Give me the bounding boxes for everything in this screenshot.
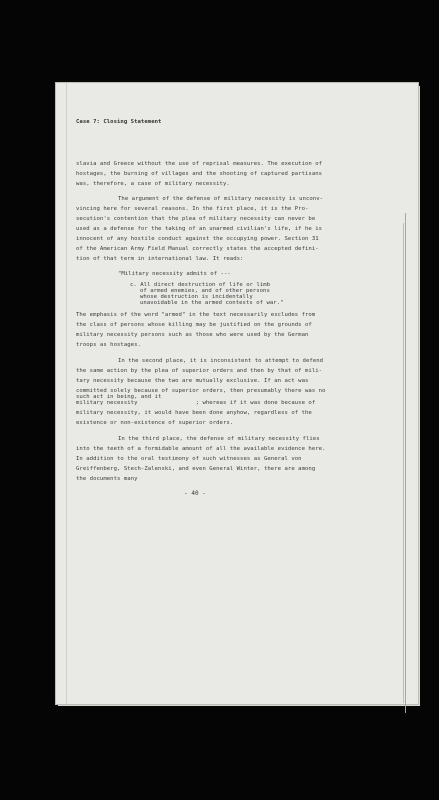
page-edge-line-2	[403, 223, 404, 703]
text-line: tary necessity because the two are mutually exclusive. If an act was	[76, 378, 309, 384]
text-line: slavia and Greece without the use of reprisal measures. The execution of	[76, 161, 323, 167]
text-line: existence or non-existence of superior orders.	[76, 420, 234, 426]
page-edge-line	[405, 213, 406, 713]
text-line: In addition to the oral testimony of such witnesses as General von	[76, 456, 302, 462]
quote-line: c. All direct destruction of life or limb	[130, 282, 271, 288]
text-line: committed solely because of superior orders, then presumably there was no	[76, 388, 326, 394]
text-line: The argument of the defense of military necessity is unconv-	[118, 196, 324, 202]
text-line: vincing here for several reasons. In the first place, it is the Pro-	[76, 206, 309, 212]
text-line: In the third place, the defense of military necessity flies	[118, 436, 320, 442]
text-line: hostages, the burning of villages and the shooting of captured partisans	[76, 171, 323, 177]
text-line: of the American Army Field Manual correctly states the accepted defini-	[76, 246, 319, 252]
page-fold-line	[66, 83, 67, 704]
text-line: such act in being, and it	[76, 394, 162, 400]
text-line: the documents many	[76, 476, 138, 482]
page-number: - 40 -	[184, 490, 206, 497]
page-header: Case 7: Closing Statement	[76, 119, 162, 125]
text-line: innocent of any hostile conduct against the occupying power. Section 31	[76, 236, 319, 242]
text-line: into the teeth of a formidable amount of all the available evidence here.	[76, 446, 326, 452]
quote-line: of armed enemies, and of other persons	[140, 288, 270, 294]
text-line: The emphasis of the word "armed" in the text necessarily excludes from	[76, 312, 316, 318]
text-line: secution's contention that the plea of military necessity can never be	[76, 216, 316, 222]
text-line: Greiffenberg, Stech-Zalenski, and even General Winter, there are among	[76, 466, 316, 472]
text-line: the class of persons whose killing may be justified on the grounds of	[76, 322, 312, 328]
quote-line: unavoidable in the armed contests of war."	[140, 300, 284, 306]
quote-line: whose destruction is incidentally	[140, 294, 253, 300]
text-line: troops as hostages.	[76, 342, 141, 348]
text-line: was, therefore, a case of military necessity.	[76, 181, 230, 187]
text-line: tion of that term in international law. It reads:	[76, 256, 244, 262]
text-line: used as a defense for the taking of an unarmed civilian's life, if he is	[76, 226, 323, 232]
text-line: In the second place, it is inconsistent to attempt to defend	[118, 358, 324, 364]
quote-line: "Military necessity admits of ---	[118, 271, 231, 277]
text-line: military necessity persons such as those who were used by the German	[76, 332, 309, 338]
text-line: the same action by the plea of superior orders and then by that of mili-	[76, 368, 323, 374]
text-line: military necessity, it would have been done anyhow, regardless of the	[76, 410, 312, 416]
text-line: military necessity ; whereas if it was done because of	[76, 400, 316, 406]
document-page	[56, 83, 418, 704]
